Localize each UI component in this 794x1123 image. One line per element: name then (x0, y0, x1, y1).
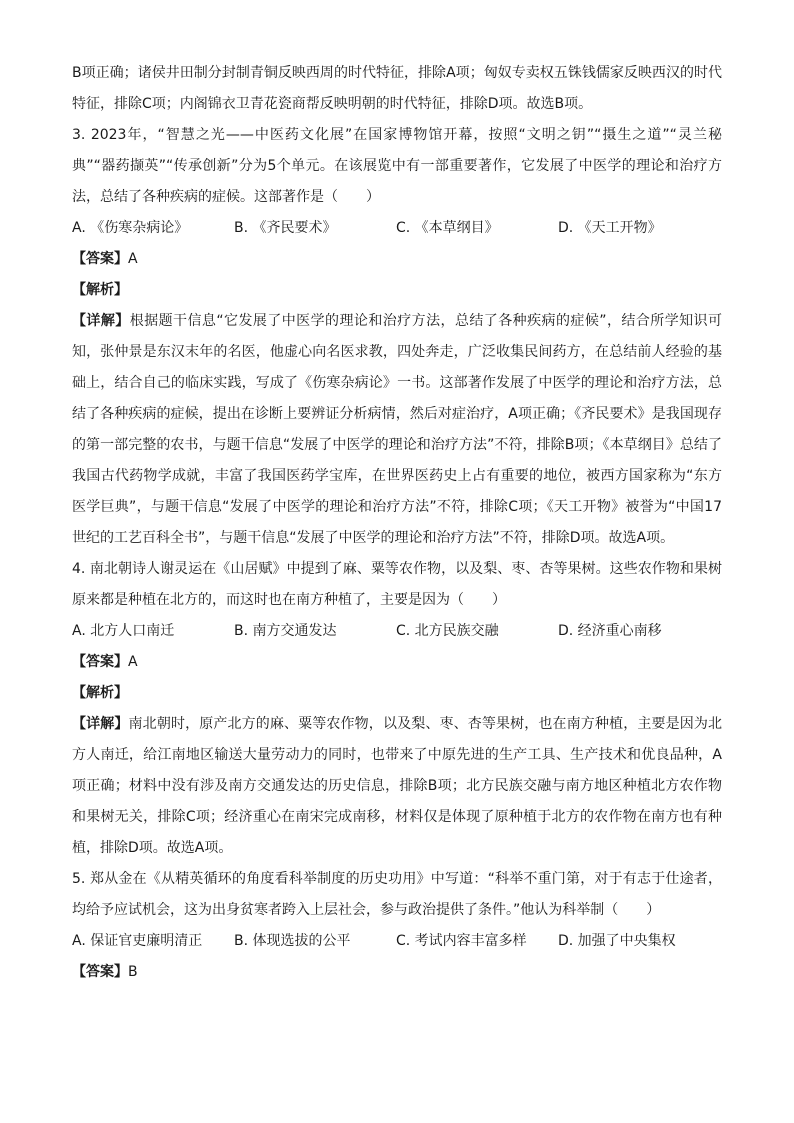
q4-answer (72, 647, 722, 678)
q4-option-a[interactable]: A. 北方人口南迁 (72, 623, 175, 639)
q5-option-c[interactable]: C. 考试内容丰富多样 (396, 933, 527, 949)
q5-answer (72, 957, 722, 988)
q4-answer-tag: 【答案】 (72, 654, 128, 670)
question-3-stem: 3. 2023年，“智慧之光——中医药文化展”在国家博物馆开幕，按照“文明之钥”“摄生之道”“灵兰秘典”“器药撷英”“传承创新”分为5个单元。在该展览中有一部重要著作，它发展了中医学的理论和治疗方法，总结了各种疾病的症候。这部著作是（ ） (72, 127, 722, 205)
question-4-options (72, 616, 722, 647)
q3-detail-text: 根据题干信息“它发展了中医学的理论和治疗方法，总结了各种疾病的症候”，结合所学知识可知，张仲景是东汉末年的名医，他虚心向名医求教，四处奔走，广泛收集民间药方，在总结前人经验的基础上，结合自己的临床实践，写成了《伤寒杂病论》一书。这部著作发展了中医学的理论和治疗方法，总结了各种疾病的症候，提出在诊断上要辨证分析病情，然后对症治疗，A项正确；《齐民要术》是我国现存的第一部完整的农书，与题干信息“发展了中医学的理论和治疗方法”不符，排除B项；《本草纲目》总结了我国古代药物学成就，丰富了我国医药学宝库，在世界医药史上占有重要的地位，被西方国家称为“东方医学巨典”，与题干信息“发展了中医学的理论和治疗方法”不符，排除C项；《天工开物》被誉为“中国17世纪的工艺百科全书”，与题干信息“发展了中医学的理论和治疗方法”不符，排除D项。故选A项。 (72, 313, 722, 546)
q4-analysis-tag: 【解析】 (72, 685, 128, 701)
q4-option-c[interactable]: C. 北方民族交融 (396, 623, 499, 639)
question-5-stem: 5. 郑从金在《从精英循环的角度看科举制度的历史功用》中写道：“科举不重门第，对于有志于仕途者，均给予应试机会，这为出身贫寒者跨入上层社会，参与政治提供了条件。”他认为科举制（ ） (72, 871, 722, 918)
q3-answer (72, 244, 722, 275)
q3-detail (72, 306, 722, 554)
question-4-stem: 4. 南北朝诗人谢灵运在《山居赋》中提到了麻、粟等农作物，以及梨、枣、杏等果树。这些农作物和果树原来都是种植在北方的，而这时也在南方种植了，主要是因为（ ） (72, 561, 722, 608)
q4-detail-tag: 【详解】 (72, 716, 129, 732)
q3-detail-tag: 【详解】 (72, 313, 130, 329)
q4-option-d[interactable]: D. 经济重心南移 (558, 623, 662, 639)
q4-detail (72, 709, 722, 864)
q5-answer-value: B (128, 964, 138, 980)
q3-answer-value: A (128, 251, 138, 267)
q3-option-b[interactable]: B. 《齐民要术》 (234, 220, 337, 236)
q4-analysis (72, 678, 722, 709)
q5-option-a[interactable]: A. 保证官吏廉明清正 (72, 933, 203, 949)
q3-option-a[interactable]: A. 《伤寒杂病论》 (72, 220, 189, 236)
q4-answer-value: A (128, 654, 138, 670)
q5-answer-tag: 【答案】 (72, 964, 128, 980)
intro-paragraph: B项正确；诸侯井田制分封制青铜反映西周的时代特征，排除A项；匈奴专卖权五铢钱儒家反映西汉的时代特征，排除C项；内阁锦衣卫青花瓷商帮反映明朝的时代特征，排除D项。故选B项。 (72, 65, 722, 112)
q5-option-b[interactable]: B. 体现选拔的公平 (234, 933, 351, 949)
q3-answer-tag: 【答案】 (72, 251, 128, 267)
q3-option-c[interactable]: C. 《本草纲目》 (396, 220, 499, 236)
question-3-options (72, 213, 722, 244)
q3-analysis (72, 275, 722, 306)
q3-analysis-tag: 【解析】 (72, 282, 128, 298)
q5-option-d[interactable]: D. 加强了中央集权 (558, 933, 676, 949)
q4-detail-text: 南北朝时，原产北方的麻、粟等农作物，以及梨、枣、杏等果树，也在南方种植，主要是因为北方人南迁，给江南地区输送大量劳动力的同时，也带来了中原先进的生产工具、生产技术和优良品种，A项正确；材料中没有涉及南方交通发达的历史信息，排除B项；北方民族交融与南方地区种植北方农作物和果树无关，排除C项；经济重心在南宋完成南移，材料仅是体现了原种植于北方的农作物在南方也有种植，排除D项。故选A项。 (72, 716, 723, 856)
question-5-options (72, 926, 722, 957)
q4-option-b[interactable]: B. 南方交通发达 (234, 623, 337, 639)
q3-option-d[interactable]: D. 《天工开物》 (558, 220, 662, 236)
